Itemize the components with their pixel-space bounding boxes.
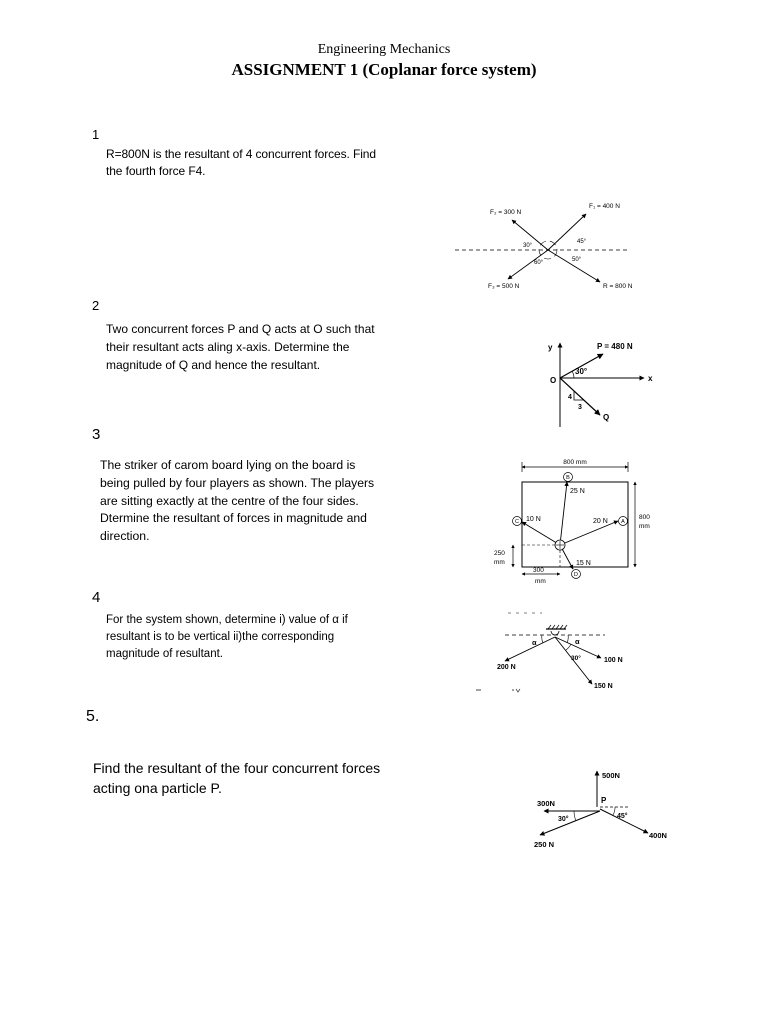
problem-number: 4 [92,589,101,606]
angle-p-label: 30° [575,367,588,376]
slope-vertical-label: 4 [568,394,572,401]
force-c-line [522,522,560,545]
angle-arc-right [567,635,568,643]
problem-text-line: acting ona particle P. [93,780,222,796]
angle-arc-left [574,811,576,821]
document-title: ASSIGNMENT 1 (Coplanar force system) [231,60,537,79]
problem-text-line: magnitude of Q and hence the resultant. [106,358,321,372]
problem-text [106,612,348,663]
scan-artifact-mark [516,689,520,692]
force-down-right-label: 400N [649,831,667,840]
point-d-label: D [574,572,578,578]
problem-text [106,146,376,180]
figure-2-force-diagram [540,335,658,430]
alpha-left-label: α [532,638,537,647]
alpha-right-label: α [575,637,580,646]
y-axis-label: y [548,343,553,352]
force-q-label: Q [603,413,610,422]
x-axis-label: x [648,374,653,383]
angle-arc-right [613,807,615,815]
problem-text-line: Find the resultant of the four concurrent forces [93,760,381,776]
problem-text-line: their resultant acts aling x-axis. Determine the [106,340,350,354]
problem-text-line: R=800N is the resultant of 4 concurrent forces. Find [106,147,376,161]
force-f2-label: F₂ = 300 N [490,209,522,216]
force-p-label: P = 480 N [597,342,633,351]
point-a-label: A [621,519,625,525]
scan-artifact-mark [512,689,514,691]
width-dimension-label: 800 mm [563,459,587,466]
problem-number: 2 [92,298,100,313]
angle-r-label: 50° [572,257,582,263]
force-f1-label: F₁ = 400 N [589,203,620,210]
angle-f3-label: 60° [534,260,544,266]
problem-number: 1 [92,127,100,142]
angle-arc [572,371,574,378]
force-f3-label: F₃ = 500 N [488,283,520,290]
vertical-offset-label: 250 [494,550,505,557]
angle-right-label: 45° [617,813,628,820]
resultant-r-label: R = 800 N [603,283,633,290]
problem-text-line: direction. [100,529,150,544]
force-a-label: 20 N [593,518,608,525]
angle-left-label: 30° [558,816,569,823]
force-down-label: 150 N [594,683,613,690]
force-down-left-label: 250 N [534,840,555,849]
figure-1-force-diagram [450,180,650,295]
problem-number: 3 [92,426,101,443]
problem-text-line: For the system shown, determine i) value of α if [106,614,348,626]
problem-text-line: Two concurrent forces P and Q acts at O such that [106,322,375,336]
height-dimension-unit: mm [639,523,650,530]
force-b-label: 25 N [570,488,585,495]
figure-5-force-diagram [530,765,675,855]
angle-f1-label: 45° [577,239,587,245]
origin-label: O [550,376,557,385]
force-down-left-arrow [540,811,600,835]
force-up-label: 500N [602,771,620,780]
angle-arc-30 [566,644,571,650]
figure-4-force-diagram [470,605,640,697]
horizontal-offset-unit: mm [535,578,546,585]
force-left-arrow [505,637,555,661]
point-c-label: C [515,519,519,525]
particle-label: P [601,796,607,805]
height-dimension-label: 800 [639,514,650,521]
support-hook [551,631,559,635]
problem-text-line: The striker of carom board lying on the board is [100,458,356,472]
problem-text-line: being pulled by four players as shown. The players [100,475,375,490]
problem-text-line: resultant is to be vertical ii)the corresponding [106,631,335,643]
horizontal-offset-label: 300 [533,567,544,574]
problem-text-line: the fourth force F4. [106,164,206,178]
angle-30-label: 30° [571,655,581,662]
problem-text-line: are sitting exactly at the centre of the four sides. [100,493,359,508]
problem-number: 5. [86,708,100,725]
figure-3-carom-board [490,455,665,590]
force-left-label: 300N [537,799,555,808]
problem-text [100,457,374,546]
angle-arc-left [542,635,543,643]
vertical-offset-unit: mm [494,559,505,566]
problem-text-line: Dtermine the resultant of forces in magnitude and [100,511,367,526]
problem-text-line: magnitude of resultant. [106,648,223,660]
force-a-line [560,521,618,545]
force-right-label: 100 N [604,657,623,664]
force-d-label: 15 N [576,560,591,567]
slope-horizontal-label: 3 [578,404,582,411]
document-subtitle: Engineering Mechanics [317,42,451,57]
force-left-label: 200 N [497,664,516,671]
angle-f2-label: 30° [523,243,533,249]
problem-text [106,320,375,374]
point-b-label: B [566,475,570,481]
force-b-line [560,482,567,545]
force-c-label: 10 N [526,516,541,523]
problem-text [93,758,380,798]
